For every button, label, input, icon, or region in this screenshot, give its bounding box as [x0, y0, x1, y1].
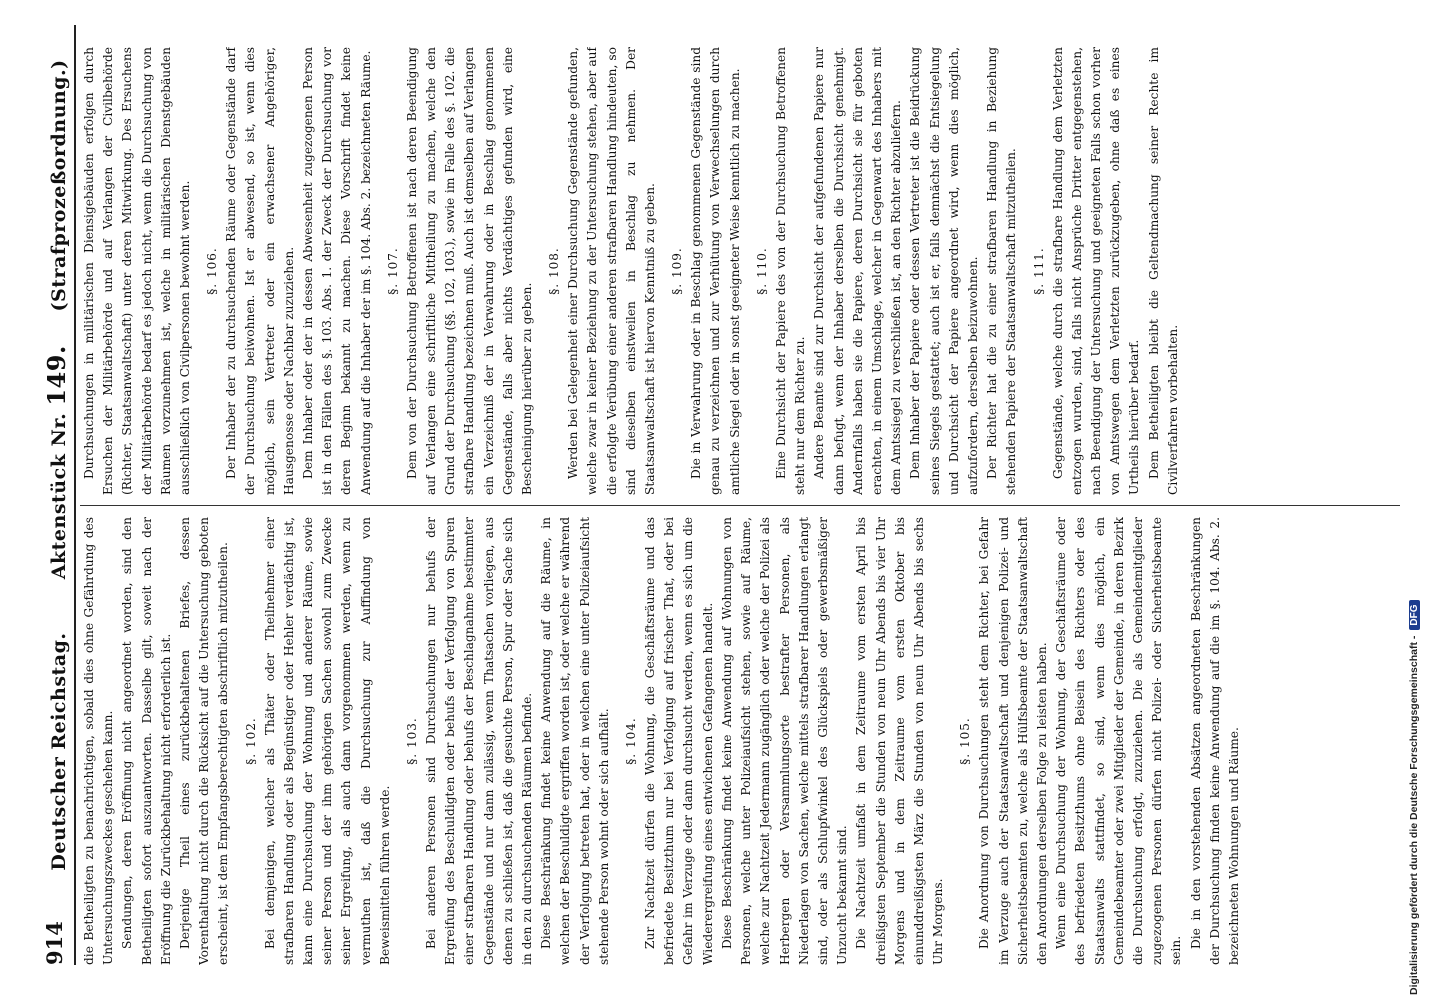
column-divider — [80, 505, 1400, 506]
paragraph: Andere Beamte sind zur Durchsicht der aufgefundenen Papiere nur dann befugt, wenn der Inhaber derselben die Durchsicht genehmigt. Andernfalls haben sie die Papiere, deren Durchsicht sie für geboten erachten, in einem Umschlage, welcher in Gegenwart des Inhabers mit dem Amtssiegel zu verschließen ist, an den Richter abzuliefern. — [812, 47, 904, 495]
right-column — [80, 47, 1400, 495]
running-head-document: Aktenstück Nr. — [48, 412, 70, 580]
running-head-number: 149. — [42, 345, 71, 406]
section-heading: §. 103. — [405, 717, 420, 765]
paragraph: Dem Betheiligten bleibt die Geltendmachung seiner Rechte im Civilverfahren vorbehalten. — [1146, 47, 1180, 495]
left-column — [80, 517, 1400, 965]
paragraph: Zur Nachtzeit dürfen die Wohnung, die Geschäftsräume und das befriedete Besitzthum nur bei Verfolgung auf frischer That, oder bei Gefahr im Verzuge oder dann durchsucht werden, wenn es sich um die Wiederergreifung eines entwichenen Gefangenen handelt. — [643, 517, 715, 965]
paragraph: Diese Beschränkung findet keine Anwendung auf die Räume, in welchen der Beschuldigte ergriffen worden ist, oder welche er während der Verfolgung betreten hat, oder in welchen eine unter Polizeiaufsicht stehende Person wohnt oder sich aufhält. — [539, 517, 611, 965]
running-head-left: Deutscher Reichstag. — [48, 632, 70, 871]
paragraph: Bei anderen Personen sind Durchsuchungen nur behufs der Ergreifung des Beschuldigten oder behufs der Verfolgung von Spuren einer strafbaren Handlung oder behufs der Beschlagnahme bestimmter Gegenstände und nur dann zulässig, wenn Thatsachen vorliegen, aus denen zu schließen ist, daß die gesuchte Person, Spur oder Sache sich in den zu durchsuchenden Räumen befinde. — [424, 517, 535, 965]
paragraph: Diese Beschränkung findet keine Anwendung auf Wohnungen von Personen, welche unter Polizeiaufsicht stehen, sowie auf Räume, welche zur Nachtzeit Jedermann zugänglich oder welche der Polizei als Herbergen oder Versammlungsorte bestrafter Personen, als Niederlagen von Sachen, welche mittels strafbarer Handlungen erlangt sind, oder als Schlupfwinkel des Glückspiels oder gewerbsmäßiger Unzucht bekannt sind. — [719, 517, 850, 965]
section-heading: §. 110. — [754, 247, 769, 295]
running-head — [42, 25, 71, 905]
dfg-badge: DFG — [1409, 601, 1420, 630]
section-heading: §. 111. — [1031, 247, 1046, 295]
credit-text: Digitalisierung gefördert durch die Deutsche Forschungsgemeinschaft - — [1408, 635, 1420, 995]
paragraph: Die Anordnung von Durchsuchungen steht dem Richter, bei Gefahr im Verzuge auch der Staatsanwaltschaft und denjenigen Polizei- und Sicherheitsbeamten zu, welche als Hülfsbeamte der Staatsanwaltschaft den Anordnungen derselben Folge zu leisten haben. — [977, 517, 1049, 965]
paragraph: Der Inhaber der zu durchsuchenden Räume oder Gegenstände darf der Durchsuchung beiwohnen. Ist er abwesend, so ist, wenn dies möglich, sein Vertreter oder ein erwachsener Angehöriger, Hausgenosse oder Nachbar zuzuziehen. — [224, 47, 296, 495]
paragraph: Die Nachtzeit umfaßt in dem Zeitraume vom ersten April bis dreißigsten September die Stunden von neun Uhr Abends bis vier Uhr Morgens und in dem Zeitraume vom ersten Oktober bis einunddreißigsten März die Stunden von neun Uhr Abends bis sechs Uhr Morgens. — [854, 517, 946, 965]
rotated-page-content — [40, 25, 1420, 965]
paragraph: Der Richter hat die zu einer strafbaren Handlung in Beziehung stehenden Papiere der Staatsanwaltschaft mitzutheilen. — [985, 47, 1019, 495]
section-heading: §. 106. — [205, 247, 220, 295]
paragraph: Die in Verwahrung oder in Beschlag genommenen Gegenstände sind genau zu verzeichnen und zur Verhütung von Verwechselungen durch amtliche Siegel oder in sonst geeigneter Weise kenntlich zu machen. — [689, 47, 742, 495]
paragraph: Eine Durchsicht der Papiere des von der Durchsuchung Betroffenen steht nur dem Richter zu. — [773, 47, 808, 495]
paragraph: Die in den vorstehenden Absätzen angeordneten Beschränkungen der Durchsuchung finden keine Anwendung auf die im §. 104. Abs. 2. bezeichneten Wohnungen und Räume. — [1188, 517, 1241, 965]
header-rule — [74, 25, 76, 965]
section-heading: §. 107. — [385, 247, 400, 295]
section-heading: §. 104. — [624, 717, 639, 765]
paragraph: Durchsuchungen in militärischen Diensigebäuden erfolgen durch Ersuchen der Militärbehörde und auf Verlangen der Civilbehörde (Richter, Staatsanwaltschaft) unter deren Mitwirkung. Des Ersuchens der Militärbehörde bedarf es jedoch nicht, wenn die Durchsuchung von Räumen vorzunehmen ist, welche in militärischen Dienstgebäuden ausschließlich von Civilpersonen bewohnt werden. — [82, 47, 193, 495]
section-heading: §. 109. — [670, 247, 685, 295]
paragraph: Wenn eine Durchsuchung der Wohnung, der Geschäftsräume oder des befriedeten Besitzthums ohne Beisein des Richters oder des Staatsanwalts stattfindet, so sind, wenn dies möglich, ein Gemeindebeamter oder zwei Mitglieder der Gemeinde, in deren Bezirk die Durchsuchung erfolgt, zuzuziehen. Die als Gemeindemitglieder zugezogenen Personen dürfen nicht Polizei- oder Sicherheitsbeamte sein. — [1054, 517, 1184, 965]
digitization-credit — [1408, 0, 1420, 995]
section-heading: §. 108. — [547, 247, 562, 295]
paragraph: Bei demjenigen, welcher als Thäter oder Theilnehmer einer strafbaren Handlung oder als Begünstiger oder Hehler verdächtig ist, kann eine Durchsuchung der Wohnung und anderer Räume, sowie seiner Person und der ihm gehörigen Sachen sowohl zum Zwecke seiner Ergreifung, als auch dann vorgenommen werden, wenn zu vermuthen ist, daß die Durchsuchung zur Auffindung von Beweismitteln führen werde. — [262, 517, 392, 965]
paragraph: Dem Inhaber oder der in dessen Abwesenheit zugezogenen Person ist in den Fällen des §. 103. Abs. 1. der Zweck der Durchsuchung vor deren Beginn bekannt zu machen. Diese Vorschrift findet keine Anwendung auf die Inhaber der im §. 104. Abs. 2. bezeichneten Räume. — [301, 47, 373, 495]
paragraph: die Betheiligten zu benachrichtigen, sobald dies ohne Gefährdung des Untersuchungszweckes geschehen kann. — [82, 517, 116, 965]
paragraph: Werden bei Gelegenheit einer Durchsuchung Gegenstände gefunden, welche zwar in keiner Beziehung zu der Untersuchung stehen, aber auf die erfolgte Verübung einer anderen strafbaren Handlung hindeuten, so sind dieselben einstweilen in Beschlag zu nehmen. Der Staatsanwaltschaft ist hiervon Kenntniß zu geben. — [566, 47, 658, 495]
page-number: 914 — [42, 921, 67, 965]
paragraph: Dem von der Durchsuchung Betroffenen ist nach deren Beendigung auf Verlangen eine schriftliche Mittheilung zu machen, welche den Grund der Durchsuchung (§§. 102, 103.), sowie im Falle des §. 102. die strafbare Handlung bezeichnen muß. Auch ist demselben auf Verlangen ein Verzeichniß der in Verwahrung oder in Beschlag genommenen Gegenstände, falls aber nichts Verdächtiges gefunden wird, eine Bescheinigung hierüber zu geben. — [404, 47, 535, 495]
page-header — [40, 25, 76, 965]
paragraph: Gegenstände, welche durch die strafbare Handlung dem Verletzten entzogen wurden, sind, falls nicht Ansprüche Dritter entgegenstehen, nach Beendigung der Untersuchung und geeigneten Falls schon vorher von Amtswegen dem Verletzten zurückzugeben, ohne daß es eines Urtheils hierüber bedarf. — [1050, 47, 1142, 495]
paragraph: Dem Inhaber der Papiere oder dessen Vertreter ist die Beidrückung seines Siegels gestattet; auch ist er, falls demnächst die Entsiegelung und Durchsicht der Papiere angeordnet wird, wenn dies möglich, aufzufordern, derselben beizuwohnen. — [908, 47, 980, 495]
section-heading: §. 102. — [243, 717, 258, 765]
running-head-subject: (Strafprozeßordnung.) — [48, 59, 70, 312]
paragraph: Sendungen, deren Eröffnung nicht angeordnet worden, sind den Betheiligten sofort auszuantworten. Dasselbe gilt, soweit nach der Eröffnung die Zurückbehaltung nicht erforderlich ist. — [120, 517, 173, 965]
section-heading: §. 105. — [958, 717, 973, 765]
paragraph: Derjenige Theil eines zurückbehaltenen Briefes, dessen Vorenthaltung nicht durch die Rücksicht auf die Untersuchung geboten erscheint, ist dem Empfangsberechtigten abschriftlich mitzutheilen. — [178, 517, 231, 965]
